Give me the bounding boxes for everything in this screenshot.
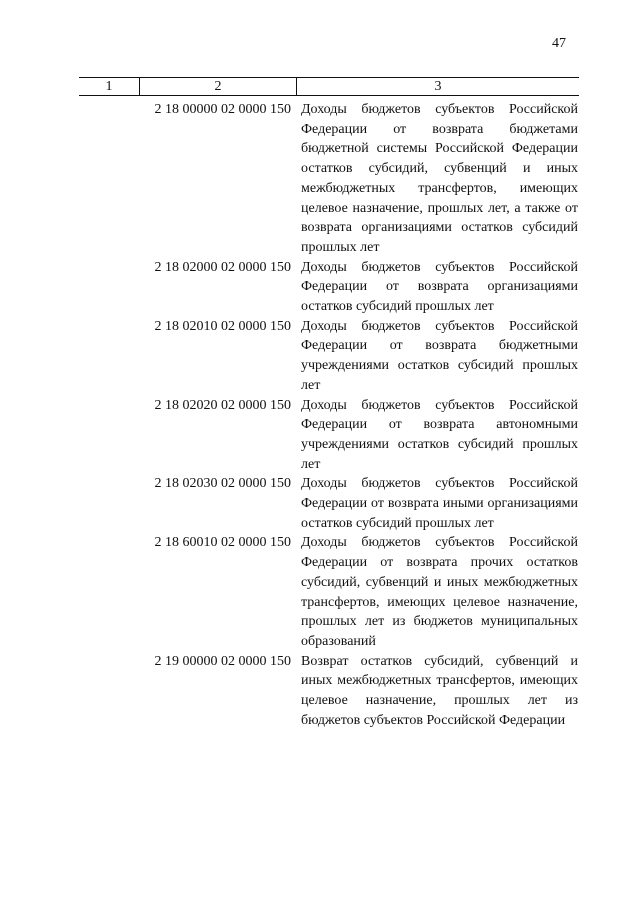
income-description: Доходы бюджетов субъектов Российской Федерации от возврата автономными учреждениями остатков субсидий прошлых лет: [301, 397, 578, 472]
income-description: Доходы бюджетов субъектов Российской Федерации от возврата иными организациями остатков субсидий прошлых лет: [301, 476, 578, 531]
table-row: [79, 652, 579, 731]
page-number: 47: [552, 36, 566, 51]
table-row: [79, 317, 579, 396]
budget-code: 2 18 60010 02 0000 150: [154, 535, 291, 551]
column-header-1: 1: [79, 78, 140, 95]
income-description: Возврат остатков субсидий, субвенций и иных межбюджетных трансфертов, имеющих целевое назначение, прошлых лет из бюджетов субъектов Российской Федерации: [301, 653, 578, 728]
column-header-3: 3: [434, 79, 442, 94]
budget-code: 2 19 00000 02 0000 150: [154, 653, 291, 669]
table-row: [79, 533, 579, 651]
income-description: Доходы бюджетов субъектов Российской Федерации от возврата бюджетами бюджетной системы Российской Федерации остатков субсидий, субвенций и иных межбюджетных трансфертов, имеющих целевое назначение, прошлых лет, а также от возврата организациями остатков субсидий прошлых лет: [301, 102, 578, 255]
column-header-2: 2: [140, 78, 297, 95]
budget-code: 2 18 02020 02 0000 150: [154, 397, 291, 413]
table-row: [79, 396, 579, 475]
budget-code: 2 18 02030 02 0000 150: [154, 476, 291, 492]
table-header: [79, 77, 579, 96]
budget-code: 2 18 02010 02 0000 150: [154, 318, 291, 334]
table-body: [79, 100, 579, 731]
income-description: Доходы бюджетов субъектов Российской Федерации от возврата организациями остатков субсидий прошлых лет: [301, 259, 578, 315]
income-description: Доходы бюджетов субъектов Российской Федерации от возврата прочих остатков субсидий, субвенций и иных межбюджетных трансфертов, имеющих целевое назначение, прошлых лет из бюджетов муниципальных образований: [301, 535, 578, 649]
budget-code: 2 18 00000 02 0000 150: [154, 102, 291, 117]
table-row: [79, 100, 579, 258]
table-row: [79, 474, 579, 533]
table-row: [79, 258, 579, 317]
income-description: Доходы бюджетов субъектов Российской Федерации от возврата бюджетными учреждениями остатков субсидий прошлых лет: [301, 318, 578, 393]
budget-code: 2 18 02000 02 0000 150: [154, 259, 291, 275]
